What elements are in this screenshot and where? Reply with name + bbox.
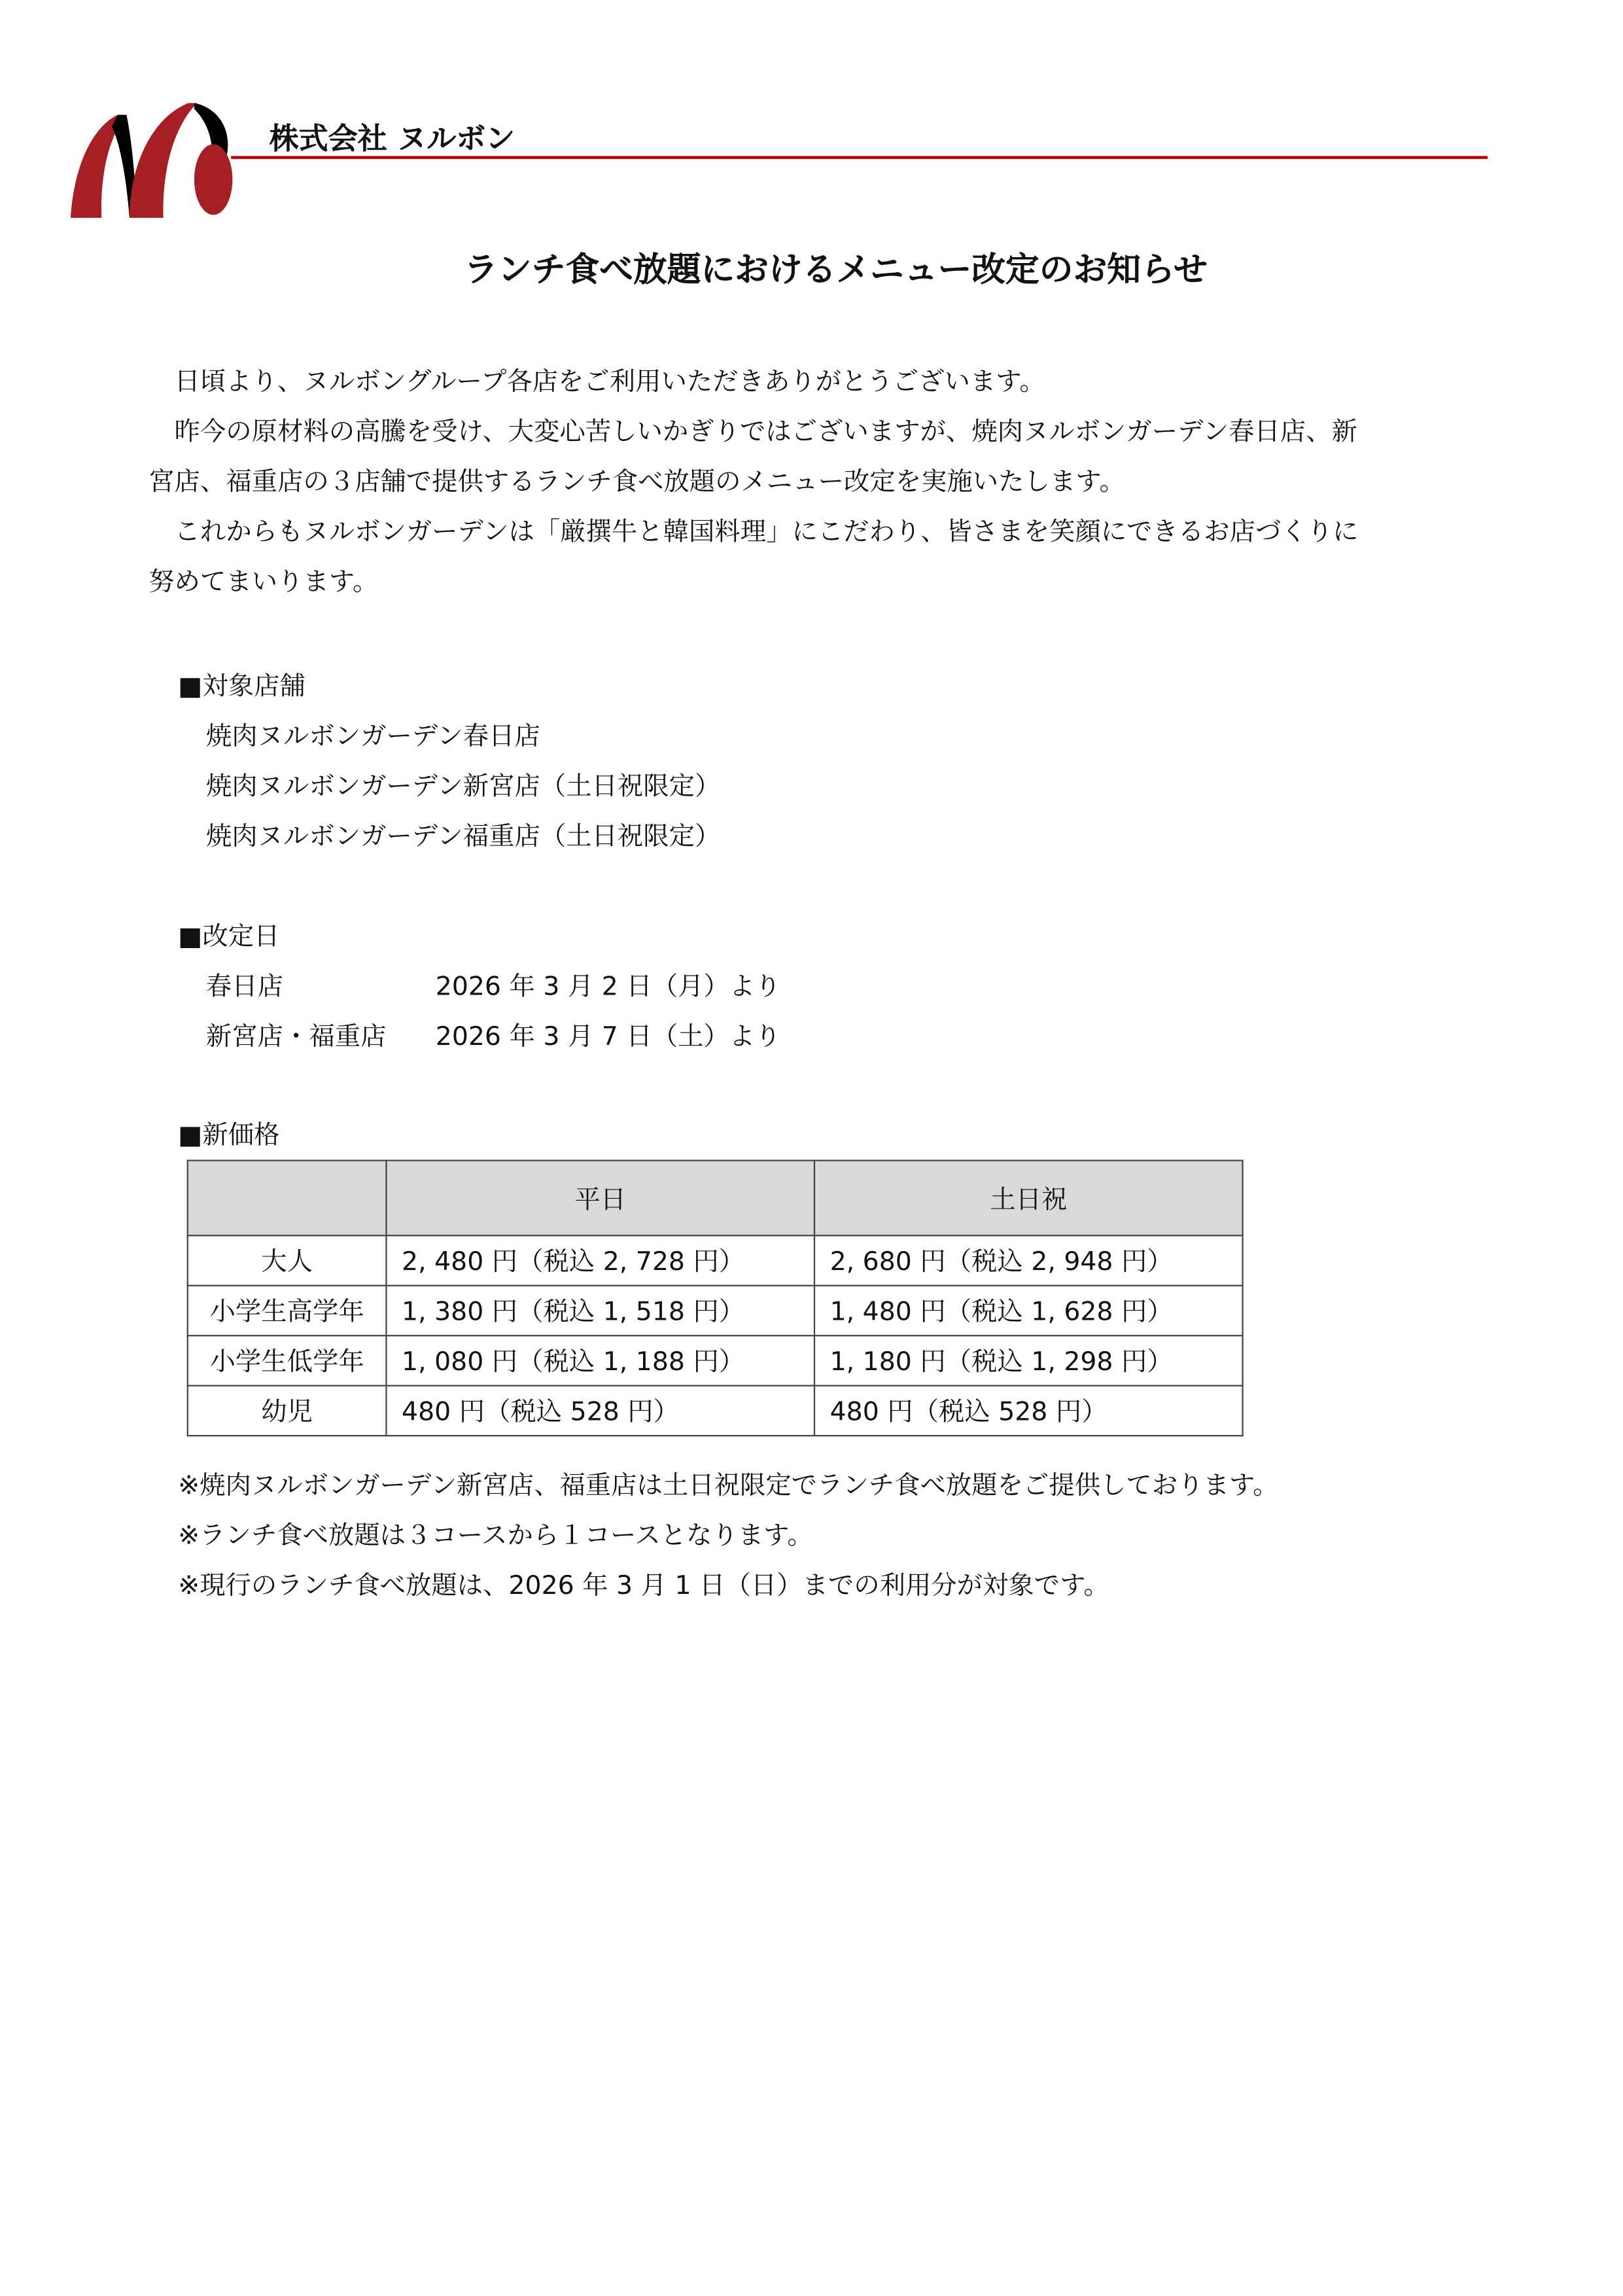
weekend-price: 1, 180 円（税込 1, 298 円） — [814, 1335, 1243, 1385]
company-logo — [71, 100, 236, 221]
column-header: 平日 — [386, 1161, 814, 1236]
note: ※現行のランチ食べ放題は、2026 年 3 月 1 日（日）までの利用分が対象です。 — [178, 1572, 1109, 1602]
table-header-row — [188, 1161, 1243, 1236]
intro-line: 努めてまいります。 — [148, 568, 379, 598]
stores-heading: ■対象店舗 — [178, 672, 305, 702]
column-header — [188, 1161, 387, 1236]
store-item: 焼肉ヌルボンガーデン春日店 — [205, 722, 540, 752]
dates-heading: ■改定日 — [178, 923, 280, 953]
weekday-price: 2, 480 円（税込 2, 728 円） — [386, 1235, 814, 1285]
weekday-price: 480 円（税込 528 円） — [386, 1386, 814, 1436]
table-row — [188, 1386, 1243, 1436]
store-item: 焼肉ヌルボンガーデン福重店（土日祝限定） — [205, 822, 721, 853]
intro-line: これからもヌルボンガーデンは「厳撰牛と韓国料理」にこだわり、皆さまを笑顔にできるお店づくりに — [148, 518, 1359, 548]
row-label: 小学生高学年 — [188, 1286, 387, 1335]
note: ※ランチ食べ放題は３コースから１コースとなります。 — [178, 1521, 813, 1551]
prices-heading: ■新価格 — [178, 1121, 280, 1151]
table-row — [188, 1235, 1243, 1285]
weekday-price: 1, 380 円（税込 1, 518 円） — [386, 1286, 814, 1335]
company-name: 株式会社 ヌルボン — [269, 120, 515, 156]
date-store: 春日店 — [205, 972, 283, 1002]
row-label: 大人 — [188, 1235, 387, 1285]
weekday-price: 1, 080 円（税込 1, 188 円） — [386, 1335, 814, 1385]
note: ※焼肉ヌルボンガーデン新宮店、福重店は土日祝限定でランチ食べ放題をご提供しております。 — [178, 1472, 1279, 1502]
weekend-price: 1, 480 円（税込 1, 628 円） — [814, 1286, 1243, 1335]
table-row — [188, 1286, 1243, 1335]
weekend-price: 480 円（税込 528 円） — [814, 1386, 1243, 1436]
table-row — [188, 1335, 1243, 1385]
row-label: 幼児 — [188, 1386, 387, 1436]
column-header: 土日祝 — [814, 1161, 1243, 1236]
store-item: 焼肉ヌルボンガーデン新宮店（土日祝限定） — [205, 772, 721, 802]
header-rule — [231, 156, 1488, 158]
intro-line: 宮店、福重店の３店舗で提供するランチ食べ放題のメニュー改定を実施いたします。 — [148, 468, 1125, 498]
weekend-price: 2, 680 円（税込 2, 948 円） — [814, 1235, 1243, 1285]
price-table — [187, 1159, 1244, 1436]
date-store: 新宮店・福重店 — [205, 1023, 387, 1053]
date-value: 2026 年 3 月 7 日（土）より — [435, 1023, 781, 1053]
row-label: 小学生低学年 — [188, 1335, 387, 1385]
page-title: ランチ食べ放題におけるメニュー改定のお知らせ — [464, 251, 1208, 291]
intro-line: 日頃より、ヌルボングループ各店をご利用いただきありがとうございます。 — [148, 368, 1045, 398]
date-value: 2026 年 3 月 2 日（月）より — [435, 972, 781, 1002]
intro-line: 昨今の原材料の高騰を受け、大変心苦しいかぎりではございますが、焼肉ヌルボンガーデン春日店、新 — [148, 417, 1357, 448]
